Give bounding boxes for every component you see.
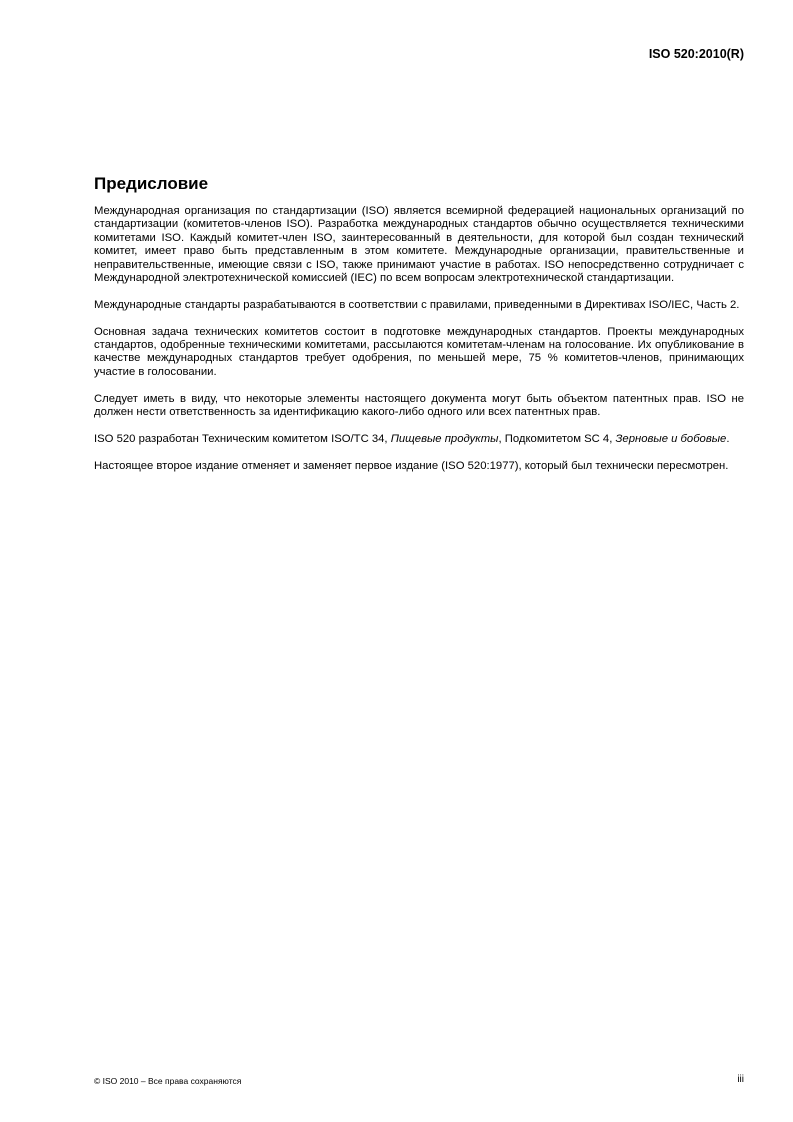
copyright-notice: © ISO 2010 – Все права сохраняются (94, 1076, 242, 1086)
subcommittee-name: Зерновые и бобовые (615, 432, 727, 445)
prepared-by-text-3: . (726, 432, 730, 445)
prepared-by-text-2: , Подкомитетом SC 4, (498, 432, 616, 445)
paragraph-iso-intro: Международная организация по стандартизации (ISO) является всемирной федерацией национальных организаций по стандартизации (комитетов-членов ISO). Разработка международных стандартов обычно осуществляется техническими комитетами ISO. Каждый комитет-член ISO, заинтересованный в деятельности, для которой был создан технический комитет, имеет право быть представленным в этом комитете. Международные организации, правительственные и неправительственные, имеющие связи с ISO, также принимают участие в работах. ISO непосредственно сотрудничает с Международной электротехнической комиссией (IEC) по всем вопросам электротехнической стандартизации. (94, 205, 744, 285)
document-id: ISO 520:2010(R) (648, 47, 744, 61)
prepared-by-text-1: ISO 520 разработан Техническим комитетом ISO/TC 34, (94, 432, 391, 445)
paragraph-edition: Настоящее второе издание отменяет и заменяет первое издание (ISO 520:1977), который был технически пересмотрен. (94, 459, 729, 472)
committee-name: Пищевые продукты (390, 432, 499, 445)
paragraph-patents: Следует иметь в виду, что некоторые элементы настоящего документа могут быть объектом патентных прав. ISO не должен нести ответственность за идентификацию какого-либо одного или всех патентных прав. (94, 392, 744, 419)
foreword-body (94, 205, 744, 486)
page-title: Предисловие (94, 174, 209, 193)
page-number: iii (737, 1074, 744, 1085)
paragraph-directives: Международные стандарты разрабатываются в соответствии с правилами, приведенными в Директивах ISO/IEC, Часть 2. (94, 298, 740, 311)
paragraph-prepared-by (94, 433, 744, 446)
paragraph-committees: Основная задача технических комитетов состоит в подготовке международных стандартов. Проекты международных стандартов, одобренные техническими комитетами, рассылаются комитетам-членам на голосование. Их опубликование в качестве международных стандартов требует одобрения, по меньшей мере, 75 % комитетов-членов, принимающих участие в голосовании. (94, 325, 744, 378)
